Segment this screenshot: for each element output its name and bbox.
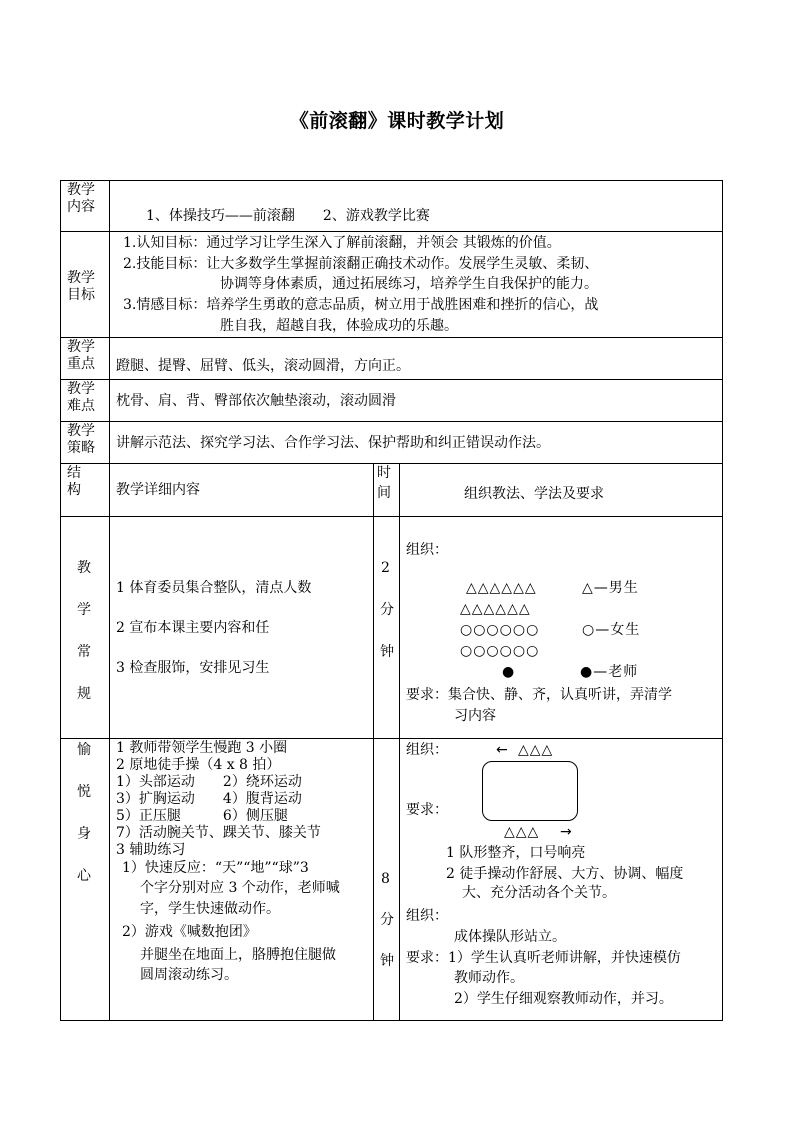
- boys-triangle-row: △△△△△△: [460, 601, 531, 617]
- label-line: 教学: [67, 423, 95, 439]
- goal-line-4: 3.情感目标：培养学生勇敢的意志品质，树立用于战胜困难和挫折的信心，战: [123, 297, 599, 313]
- routine-method: [400, 517, 723, 739]
- warmup-line: 2 原地徒手操（4 x 8 拍）: [116, 757, 281, 773]
- org-label: 组织：: [406, 542, 448, 558]
- time-char: 分: [380, 602, 394, 618]
- warmup-line: 1 教师带领学生慢跑 3 小圈: [116, 740, 288, 756]
- goals-cell: [110, 232, 723, 338]
- header-content: [110, 464, 374, 517]
- header-structure: [61, 464, 110, 517]
- header-time: [374, 464, 400, 517]
- routine-item: 3 检查服饰，安排见习生: [116, 660, 270, 676]
- vlabel-char: 悦: [77, 784, 91, 800]
- triangle-group: △△△: [518, 742, 554, 758]
- routine-time: [374, 517, 400, 739]
- routine-content: [110, 517, 374, 739]
- goal-line-1: 1.认知目标：通过学习让学生深入了解前滚翻，并领会 其锻炼的价值。: [123, 235, 561, 251]
- warmup-line: 并腿坐在地面上，胳膊抱住腿做: [140, 947, 336, 963]
- warmup-line: 3）扩胸运动 4）腹背运动: [116, 791, 302, 807]
- routine-label: [61, 517, 110, 739]
- header-content-text: 教学详细内容: [116, 482, 200, 498]
- vlabel-char: 规: [77, 686, 91, 702]
- label-line: 教学: [67, 182, 95, 198]
- warmup-content: [110, 739, 374, 1021]
- label-line: 教学: [67, 339, 95, 355]
- warmup-line: 2）游戏《喊数抱团》: [122, 924, 257, 940]
- vlabel-char: 心: [77, 868, 91, 884]
- routine-item: 2 宣布本课主要内容和任: [116, 620, 270, 636]
- content-cell: [110, 181, 723, 232]
- difficulty-text: 枕骨、肩、背、臀部依次触垫滚动，滚动圆滑: [116, 393, 396, 409]
- row-difficulty: [61, 380, 723, 422]
- label-line: 时: [377, 465, 391, 481]
- requirement-line: 2）学生仔细观察教师动作，并习。: [454, 991, 673, 1007]
- strategy-cell: [110, 422, 723, 464]
- org-label: 组织：: [406, 908, 448, 924]
- requirement-label: 要求：: [406, 802, 448, 818]
- warmup-line: 3 辅助练习: [116, 842, 186, 858]
- boys-triangle-row: △△△△△△: [466, 580, 537, 596]
- legend-teacher: ●—老师: [580, 664, 639, 680]
- warmup-line: 1）快速反应：“天”“地”“球”3: [122, 860, 309, 876]
- running-track-shape: [482, 761, 578, 821]
- vlabel-char: 身: [77, 826, 91, 842]
- left-arrow-icon: ←: [496, 742, 509, 758]
- vlabel-char: 常: [77, 644, 91, 660]
- vlabel-char: 教: [77, 560, 91, 576]
- label-line: 间: [377, 485, 391, 501]
- goal-line-5: 胜自我，超越自我，体验成功的乐趣。: [220, 318, 458, 334]
- requirement-line: 教师动作。: [454, 970, 524, 986]
- requirement-line: 要求：1）学生认真听老师讲解，并快速模仿: [406, 950, 681, 966]
- vlabel-char: 学: [77, 602, 91, 618]
- legend-girl: ○—女生: [582, 622, 641, 638]
- time-char: 钟: [380, 953, 394, 969]
- row-warmup: [61, 739, 723, 1021]
- right-arrow-icon: →: [560, 824, 573, 840]
- label-key: [61, 338, 110, 380]
- requirement-line: 习内容: [454, 708, 496, 724]
- time-char: 分: [380, 912, 394, 928]
- requirement-line: 2 徒手操动作舒展、大方、协调、幅度: [446, 866, 684, 882]
- strategy-text: 讲解示范法、探究学习法、合作学习法、保护帮助和纠正错误动作法。: [116, 435, 550, 451]
- row-content: [61, 181, 723, 232]
- warmup-time: [374, 739, 400, 1021]
- content-text: 1、体操技巧——前滚翻 2、游戏教学比赛: [146, 208, 430, 224]
- label-line: 策略: [67, 440, 95, 456]
- row-strategy: [61, 422, 723, 464]
- label-line: 重点: [67, 356, 95, 372]
- triangle-group: △△△: [504, 824, 540, 840]
- label-line: 教学: [67, 270, 95, 286]
- goal-line-2: 2.技能目标：让大多数学生掌握前滚翻正确技术动作。发展学生灵敏、柔韧、: [123, 256, 599, 272]
- requirement-line: 要求：集合快、静、齐，认真听讲，弄清学: [406, 687, 672, 703]
- time-char: 2: [381, 560, 390, 576]
- row-goals: [61, 232, 723, 338]
- row-routine: [61, 517, 723, 739]
- header-method: [400, 464, 723, 517]
- warmup-method: [400, 739, 723, 1021]
- girls-circle-row: ○○○○○○: [460, 643, 540, 659]
- teacher-dot: ●: [502, 664, 516, 680]
- org-text: 成体操队形站立。: [454, 929, 566, 945]
- time-char: 8: [381, 871, 390, 887]
- label-line: 结: [67, 465, 81, 481]
- warmup-label: [61, 739, 110, 1021]
- label-content: [61, 181, 110, 232]
- girls-circle-row: ○○○○○○: [460, 622, 540, 638]
- key-cell: [110, 338, 723, 380]
- warmup-line: 个字分别对应 3 个动作，老师喊: [140, 880, 340, 896]
- warmup-line: 5）正压腿 6）侧压腿: [116, 808, 288, 824]
- label-line: 内容: [67, 199, 95, 215]
- label-strategy: [61, 422, 110, 464]
- warmup-line: 圆周滚动练习。: [140, 967, 238, 983]
- lesson-plan-table: [60, 180, 723, 1021]
- warmup-line: 1）头部运动 2）绕环运动: [116, 774, 302, 790]
- row-key: [61, 338, 723, 380]
- difficulty-cell: [110, 380, 723, 422]
- header-method-text: 组织教法、学法及要求: [464, 486, 604, 502]
- org-label: 组织：: [406, 742, 448, 758]
- key-text: 蹬腿、提臀、屈臂、低头，滚动圆滑，方向正。: [116, 358, 410, 374]
- goal-line-3: 协调等身体素质，通过拓展练习，培养学生自我保护的能力。: [220, 276, 598, 292]
- row-header: [61, 464, 723, 517]
- page-title: 《前滚翻》课时教学计划: [289, 110, 505, 132]
- legend-boy: △—男生: [582, 580, 639, 596]
- label-goals: [61, 232, 110, 338]
- requirement-line: 大、充分活动各个关节。: [462, 885, 616, 901]
- requirement-line: 1 队形整齐，口号响亮: [446, 845, 586, 861]
- label-line: 目标: [67, 287, 95, 303]
- label-difficulty: [61, 380, 110, 422]
- label-line: 构: [67, 482, 81, 498]
- time-char: 钟: [380, 644, 394, 660]
- routine-item: 1 体育委员集合整队，清点人数: [116, 580, 312, 596]
- label-line: 难点: [67, 398, 95, 414]
- vlabel-char: 愉: [77, 742, 91, 758]
- warmup-line: 字，学生快速做动作。: [140, 901, 280, 917]
- warmup-line: 7）活动腕关节、踝关节、膝关节: [116, 825, 321, 841]
- label-line: 教学: [67, 381, 95, 397]
